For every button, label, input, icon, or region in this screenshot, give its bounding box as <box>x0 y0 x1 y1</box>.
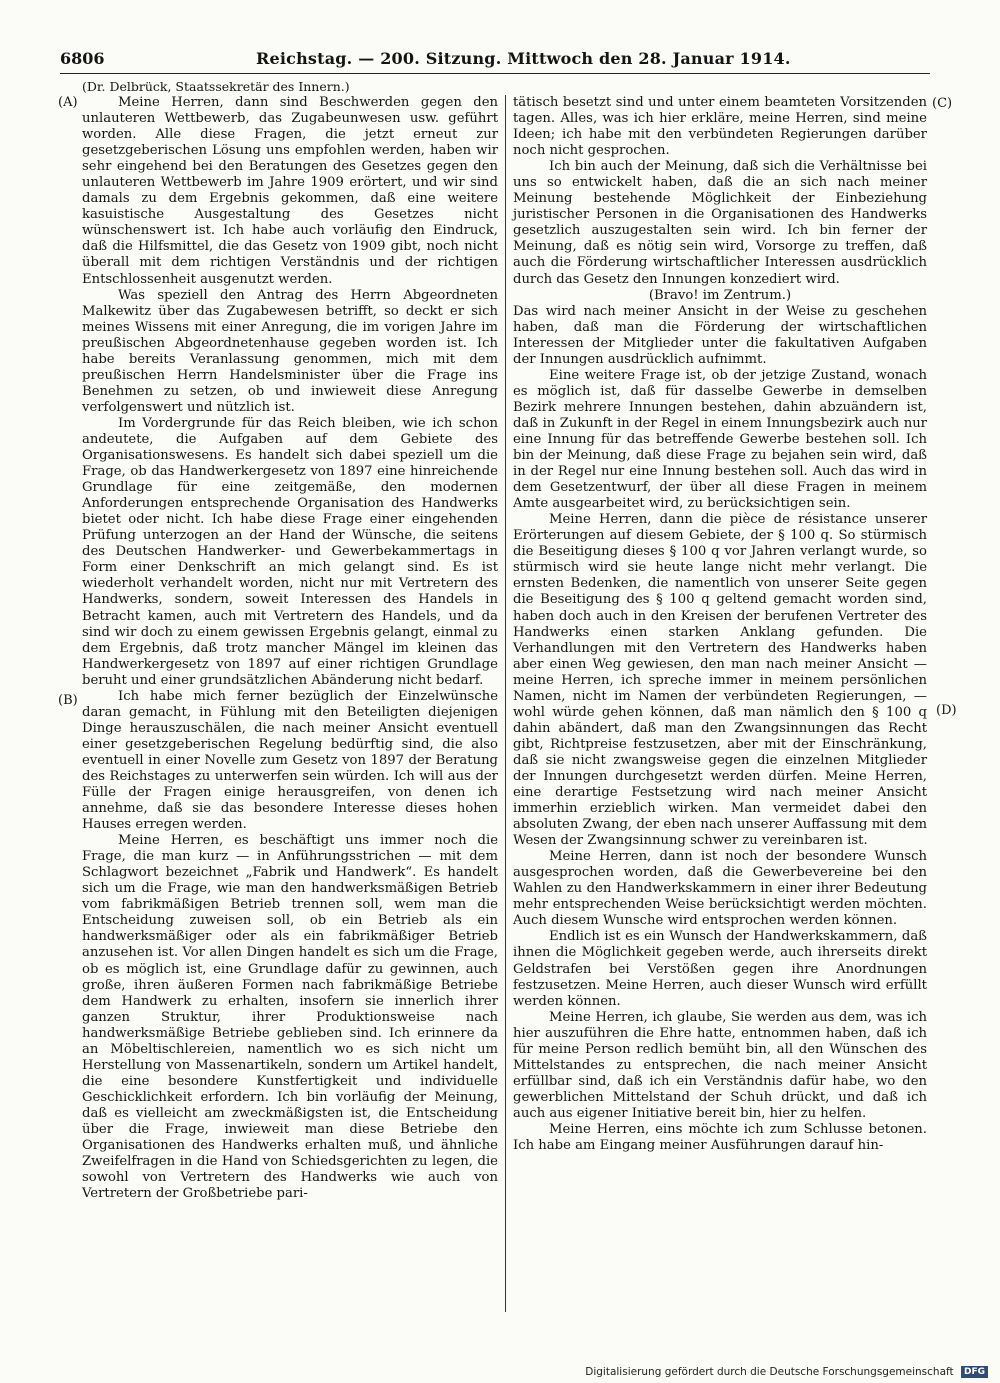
margin-mark-d: (D) <box>936 703 957 718</box>
footer <box>585 1366 988 1378</box>
margin-mark-b: (B) <box>58 693 78 708</box>
paragraph: Meine Herren, ich glaube, Sie werden aus dem, was ich hier auszuführen die Ehre hatte, entnommen haben, daß ich für meine Person redlich bemüht bin, all den Wünschen des Mittelstandes zu entsprechen, die nach meiner Ansicht erfüllbar sind, daß ich ein Verständnis dafür habe, wo den gewerblichen Mittelstand der Schuh drückt, und daß ich auch aus eigener Initiative bereit bin, hier zu helfen. <box>513 1009 927 1121</box>
paragraph: Meine Herren, es beschäftigt uns immer noch die Frage, die man kurz — in Anführungsstrichen — mit dem Schlagwort bezeichnet „Fabrik und Handwerk“. Es handelt sich um die Frage, wie man den handwerksmäßigen Betrieb vom fabrikmäßigen Betrieb trennen soll, wem man die Entscheidung zuweisen soll, ob ein Betrieb als ein handwerksmäßiger oder als ein fabrikmäßiger Betrieb anzusehen ist. Vor allen Dingen handelt es sich um die Frage, ob es möglich ist, eine Grundlage dafür zu gewinnen, auch große, ihren äußeren Formen nach fabrikmäßige Betriebe dem Handwerk zu erhalten, insofern sie innerlich ihrer ganzen Struktur, ihrer Produktionsweise nach handwerksmäßige Betriebe geblieben sind. Ich erinnere da an Möbeltischlereien, namentlich wo es sich nicht um Herstellung von Massenartikeln, sondern um Artikel handelt, die eine besondere Kunstfertigkeit und individuelle Geschicklichkeit erfordern. Ich bin vorläufig der Meinung, daß es vielleicht am zweckmäßigsten ist, die Entscheidung über die Frage, inwieweit man diese Betriebe den Organisationen des Handwerks erhalten muß, und ähnliche Zweifelfragen in die Hand von Schiedsgerichten zu legen, die sowohl von Vertretern des Handwerks wie auch von Vertretern der Großbetriebe pari- <box>82 833 498 1202</box>
left-column <box>82 95 498 1202</box>
paragraph: Im Vordergrunde für das Reich bleiben, wie ich schon andeutete, die Aufgaben auf dem Gebiete des Organisationswesens. Es handelt sich dabei speziell um die Frage, ob das Handwerkergesetz von 1897 eine hinreichende Grundlage für eine zeitgemäße, den modernen Anforderungen entsprechende Organisation des Handwerks bietet oder nicht. Ich habe diese Frage einer eingehenden Prüfung unterzogen an der Hand der Wünsche, die seitens des Deutschen Handwerker- und Gewerbekammertags in Form einer Denkschrift an mich gelangt sind. Es ist wiederholt verhandelt worden, nicht nur mit Vertretern des Handwerks, sondern, soweit Interessen des Handels in Betracht kamen, auch mit Vertretern des Handels, und da sind wir doch zu einem gewissen Ergebnis gelangt, einmal zu dem Ergebnis, daß trotz mancher Mängel im kleinen das Handwerkergesetz von 1897 auf einer richtigen Grundlage beruht und einer grundsätzlichen Abänderung nicht bedarf. <box>82 415 498 688</box>
margin-mark-a: (A) <box>58 95 78 110</box>
paragraph: tätisch besetzt sind und unter einem beamteten Vorsitzenden tagen. Alles, was ich hier erkläre, meine Herren, sind meine Ideen; ich habe mit den verbündeten Regierungen darüber noch nicht gesprochen. <box>513 95 927 159</box>
paragraph: Meine Herren, eins möchte ich zum Schlusse betonen. Ich habe am Eingang meiner Ausführungen darauf hin- <box>513 1122 927 1154</box>
footer-text: Digitalisierung gefördert durch die Deutsche Forschungsgemeinschaft <box>585 1366 954 1378</box>
running-title: Reichstag. — 200. Sitzung. Mittwoch den 28. Januar 1914. <box>256 49 791 68</box>
column-divider <box>505 95 506 1312</box>
paragraph: Meine Herren, dann die pièce de résistance unserer Erörterungen auf diesem Gebiete, der § 100 q. So stürmisch die Beseitigung dieses § 100 q vor Jahren verlangt wurde, so stürmisch wird sie heute lange nicht mehr verlangt. Die ernsten Bedenken, die namentlich von unserer Seite gegen die Beseitigung des § 100 q geltend gemacht worden sind, haben doch auch in den Kreisen der berufenen Vertreter des Handwerks einen starken Anklang gefunden. Die Verhandlungen mit den Vertretern des Handwerks haben aber einen Weg gewiesen, den man nach meiner Ansicht — meine Herren, ich spreche immer in meinem persönlichen Namen, nicht im Namen der verbündeten Regierungen, — wohl würde gehen können, daß man nämlich den § 100 q dahin abändert, daß man den Zwangsinnungen das Recht gibt, Richtpreise festzusetzen, aber mit der Einschränkung, daß sie nicht zwangsweise gegen die einzelnen Mitglieder der Innungen durchgesetzt werden dürfen. Meine Herren, eine derartige Festsetzung wird nach meiner Ansicht immerhin erzieblich wirken. Man vermeidet dabei den absoluten Zwang, der eben nach unserer Auffassung mit dem Wesen der Zwangsinnung schwer zu vereinbaren ist. <box>513 512 927 849</box>
margin-mark-c: (C) <box>932 96 953 111</box>
running-header <box>60 47 930 74</box>
right-column <box>513 95 927 1154</box>
paragraph: Meine Herren, dann sind Beschwerden gegen den unlauteren Wettbewerb, das Zugabeunwesen usw. geführt worden. Alle diese Fragen, die jetzt erneut zur gesetzgeberischen Lösung uns empfohlen werden, haben wir sehr eingehend bei den Beratungen des Gesetzes gegen den unlauteren Wettbewerb im Jahre 1909 erörtert, und wir sind damals zu dem Ergebnis gekommen, daß eine weitere kasuistische Ausgestaltung des Gesetzes nicht wünschenswert ist. Ich habe auch vorläufig den Eindruck, daß die Hilfsmittel, die das Gesetz von 1909 gibt, noch nicht überall mit dem richtigen Verständnis und der richtigen Entschlossenheit ausgenutzt werden. <box>82 95 498 287</box>
dfg-logo: DFG <box>961 1366 988 1378</box>
paragraph: Ich habe mich ferner bezüglich der Einzelwünsche daran gemacht, in Fühlung mit den Beteiligten diejenigen Dinge herauszuschälen, die nach meiner Ansicht eventuell einer gesetzgeberischen Regelung bedürftig sind, die also eventuell in einer Novelle zum Gesetz von 1897 der Beratung des Reichstages zu unterwerfen sein würden. Ich will aus der Fülle der Fragen einige herausgreifen, von denen ich annehme, daß sie das besondere Interesse dieses hohen Hauses erregen werden. <box>82 688 498 833</box>
paragraph: Was speziell den Antrag des Herrn Abgeordneten Malkewitz über das Zugabewesen betrifft, so deckt er sich meines Wissens mit einer Anregung, die im vorigen Jahre im preußischen Abgeordnetenhause gegeben worden ist. Ich habe bereits Veranlassung genommen, mich mit dem preußischen Herrn Handelsminister über die Frage ins Benehmen zu setzen, ob und inwieweit diese Anregung verfolgenswert und nützlich ist. <box>82 287 498 415</box>
paragraph: Eine weitere Frage ist, ob der jetzige Zustand, wonach es möglich ist, daß für dasselbe Gewerbe in demselben Bezirk mehrere Innungen bestehen, dahin abzuändern ist, daß in Zukunft in der Regel in einem Innungsbezirk auch nur eine Innung für das betreffende Gewerbe bestehen soll. Ich bin der Meinung, daß diese Frage zu bejahen sein wird, daß in der Regel nur eine Innung bestehen soll. Auch das wird in dem Gesetzentwurf, der über all diese Fragen in meinem Amte ausgearbeitet wird, zu berücksichtigen sein. <box>513 367 927 512</box>
speaker-note: (Dr. Delbrück, Staatssekretär des Innern.) <box>82 79 350 94</box>
paragraph: Ich bin auch der Meinung, daß sich die Verhältnisse bei uns so entwickelt haben, daß die an sich nach meiner Meinung bestehende Möglichkeit der Einbeziehung juristischer Personen in die Organisationen des Handwerks gesetzlich auszugestalten sein wird. Ich bin ferner der Meinung, daß es nötig sein wird, Vorsorge zu treffen, daß auch die Förderung wirtschaftlicher Interessen ausdrücklich durch das Gesetz den Innungen konzediert wird. <box>513 159 927 287</box>
paragraph: Das wird nach meiner Ansicht in der Weise zu geschehen haben, daß man die Förderung der wirtschaftlichen Interessen der Mitglieder unter die fakultativen Aufgaben der Innungen ausdrücklich aufnimmt. <box>513 303 927 367</box>
page-number: 6806 <box>60 49 105 68</box>
interjection: (Bravo! im Zentrum.) <box>648 287 792 303</box>
paragraph: Endlich ist es ein Wunsch der Handwerkskammern, daß ihnen die Möglichkeit gegeben werde, auch ihrerseits direkt Geldstrafen bei Verstößen gegen ihre Anordnungen festzusetzen. Meine Herren, auch dieser Wunsch wird erfüllt werden können. <box>513 929 927 1009</box>
paragraph: Meine Herren, dann ist noch der besondere Wunsch ausgesprochen worden, daß die Gewerbevereine bei den Wahlen zu den Handwerkskammern in einer ihrer Bedeutung mehr entsprechenden Weise berücksichtigt werden möchten. Auch diesem Wunsche wird entsprochen werden können. <box>513 849 927 929</box>
